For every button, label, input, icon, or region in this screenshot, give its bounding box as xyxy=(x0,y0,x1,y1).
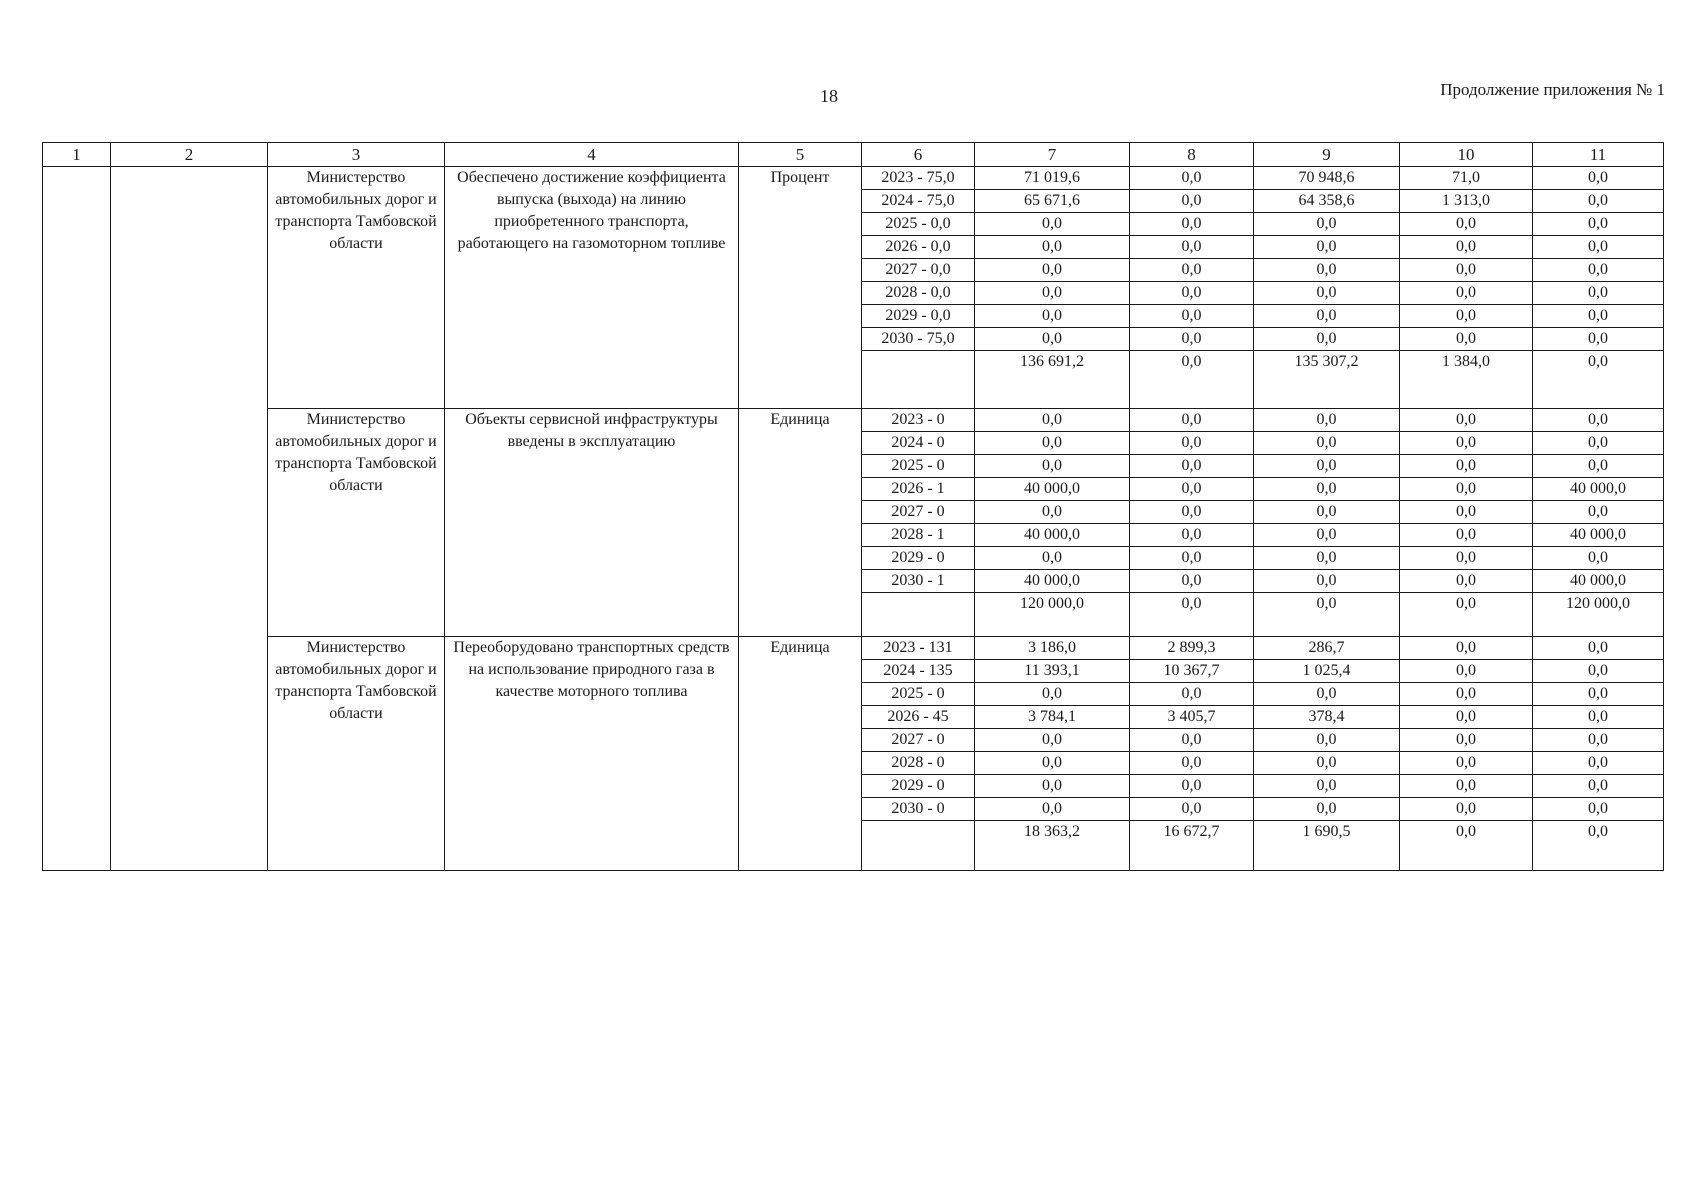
amount-cell: 0,0 xyxy=(1400,637,1533,660)
program-table xyxy=(42,142,1664,871)
amount-cell: 0,0 xyxy=(1254,259,1400,282)
amount-cell: 0,0 xyxy=(975,455,1130,478)
amount-cell: 0,0 xyxy=(975,501,1130,524)
column-header: 6 xyxy=(862,143,975,167)
column-header: 3 xyxy=(268,143,445,167)
year-value-cell: 2023 - 0 xyxy=(862,409,975,432)
amount-cell: 11 393,1 xyxy=(975,660,1130,683)
amount-cell: 0,0 xyxy=(1254,455,1400,478)
amount-cell: 0,0 xyxy=(1130,259,1254,282)
unit-cell: Единица xyxy=(739,637,862,871)
amount-cell: 0,0 xyxy=(1400,409,1533,432)
amount-cell: 40 000,0 xyxy=(975,570,1130,593)
amount-cell: 0,0 xyxy=(1533,706,1664,729)
amount-cell: 0,0 xyxy=(1254,729,1400,752)
amount-cell: 0,0 xyxy=(1400,213,1533,236)
amount-cell: 0,0 xyxy=(975,752,1130,775)
amount-cell: 0,0 xyxy=(1533,775,1664,798)
amount-cell: 0,0 xyxy=(1130,547,1254,570)
year-value-cell xyxy=(862,821,975,871)
amount-cell: 1 025,4 xyxy=(1254,660,1400,683)
amount-cell: 0,0 xyxy=(1130,236,1254,259)
total-amount-cell: 18 363,2 xyxy=(975,821,1130,871)
amount-cell: 0,0 xyxy=(1533,305,1664,328)
year-value-cell: 2025 - 0 xyxy=(862,455,975,478)
year-value-cell: 2023 - 75,0 xyxy=(862,167,975,190)
amount-cell: 378,4 xyxy=(1254,706,1400,729)
total-amount-cell: 0,0 xyxy=(1533,351,1664,409)
total-amount-cell: 120 000,0 xyxy=(1533,593,1664,637)
amount-cell: 0,0 xyxy=(1254,798,1400,821)
year-value-cell xyxy=(862,593,975,637)
amount-cell: 0,0 xyxy=(975,432,1130,455)
amount-cell: 0,0 xyxy=(975,305,1130,328)
amount-cell: 0,0 xyxy=(1533,547,1664,570)
year-value-cell: 2028 - 0 xyxy=(862,752,975,775)
amount-cell: 0,0 xyxy=(1130,213,1254,236)
amount-cell: 0,0 xyxy=(1400,729,1533,752)
amount-cell: 0,0 xyxy=(1254,752,1400,775)
amount-cell: 70 948,6 xyxy=(1254,167,1400,190)
appendix-note: Продолжение приложения № 1 xyxy=(1440,80,1665,99)
amount-cell: 0,0 xyxy=(975,729,1130,752)
amount-cell: 0,0 xyxy=(1533,190,1664,213)
amount-cell: 0,0 xyxy=(1533,236,1664,259)
amount-cell: 0,0 xyxy=(1400,547,1533,570)
year-value-cell: 2024 - 135 xyxy=(862,660,975,683)
amount-cell: 3 784,1 xyxy=(975,706,1130,729)
amount-cell: 0,0 xyxy=(1400,524,1533,547)
amount-cell: 0,0 xyxy=(1254,282,1400,305)
year-value-cell: 2028 - 1 xyxy=(862,524,975,547)
year-value-cell: 2023 - 131 xyxy=(862,637,975,660)
amount-cell: 0,0 xyxy=(1533,683,1664,706)
amount-cell: 0,0 xyxy=(1130,409,1254,432)
amount-cell: 0,0 xyxy=(1400,570,1533,593)
amount-cell: 0,0 xyxy=(1254,213,1400,236)
column-2-cell xyxy=(111,167,268,871)
result-cell: Обеспечено достижение коэффициента выпуска (выхода) на линию приобретенного транспорта, работающего на газомоторном топливе xyxy=(445,167,739,409)
year-value-cell: 2026 - 0,0 xyxy=(862,236,975,259)
amount-cell: 40 000,0 xyxy=(975,524,1130,547)
total-amount-cell: 136 691,2 xyxy=(975,351,1130,409)
amount-cell: 0,0 xyxy=(1400,478,1533,501)
amount-cell: 0,0 xyxy=(1130,752,1254,775)
year-value-cell: 2030 - 1 xyxy=(862,570,975,593)
column-header: 11 xyxy=(1533,143,1664,167)
amount-cell: 0,0 xyxy=(1400,706,1533,729)
year-value-cell: 2026 - 1 xyxy=(862,478,975,501)
amount-cell: 0,0 xyxy=(1254,570,1400,593)
column-header: 4 xyxy=(445,143,739,167)
year-value-cell: 2027 - 0 xyxy=(862,501,975,524)
amount-cell: 0,0 xyxy=(975,236,1130,259)
amount-cell: 10 367,7 xyxy=(1130,660,1254,683)
amount-cell: 0,0 xyxy=(1400,236,1533,259)
total-amount-cell: 135 307,2 xyxy=(1254,351,1400,409)
amount-cell: 0,0 xyxy=(1254,236,1400,259)
amount-cell: 0,0 xyxy=(975,213,1130,236)
amount-cell: 0,0 xyxy=(1400,775,1533,798)
year-value-cell: 2029 - 0 xyxy=(862,775,975,798)
amount-cell: 0,0 xyxy=(1400,328,1533,351)
column-1-cell xyxy=(43,167,111,871)
year-value-cell: 2025 - 0,0 xyxy=(862,213,975,236)
amount-cell: 0,0 xyxy=(1254,432,1400,455)
amount-cell: 0,0 xyxy=(1130,328,1254,351)
total-amount-cell: 0,0 xyxy=(1130,351,1254,409)
amount-cell: 0,0 xyxy=(1130,190,1254,213)
column-header: 8 xyxy=(1130,143,1254,167)
amount-cell: 3 405,7 xyxy=(1130,706,1254,729)
total-amount-cell: 120 000,0 xyxy=(975,593,1130,637)
year-value-cell: 2028 - 0,0 xyxy=(862,282,975,305)
amount-cell: 0,0 xyxy=(1254,775,1400,798)
amount-cell: 0,0 xyxy=(1130,570,1254,593)
executor-cell: Министерство автомобильных дорог и транспорта Тамбовской области xyxy=(268,409,445,637)
amount-cell: 0,0 xyxy=(1254,524,1400,547)
amount-cell: 0,0 xyxy=(1130,455,1254,478)
amount-cell: 0,0 xyxy=(1400,683,1533,706)
unit-cell: Процент xyxy=(739,167,862,409)
amount-cell: 0,0 xyxy=(975,798,1130,821)
amount-cell: 286,7 xyxy=(1254,637,1400,660)
amount-cell: 40 000,0 xyxy=(1533,524,1664,547)
amount-cell: 0,0 xyxy=(1533,213,1664,236)
amount-cell: 0,0 xyxy=(1533,455,1664,478)
year-value-cell: 2024 - 75,0 xyxy=(862,190,975,213)
amount-cell: 0,0 xyxy=(1533,432,1664,455)
amount-cell: 0,0 xyxy=(1533,501,1664,524)
amount-cell: 0,0 xyxy=(1533,798,1664,821)
amount-cell: 0,0 xyxy=(1130,478,1254,501)
table-body xyxy=(43,143,1664,871)
total-amount-cell: 1 690,5 xyxy=(1254,821,1400,871)
amount-cell: 0,0 xyxy=(1533,259,1664,282)
amount-cell: 40 000,0 xyxy=(1533,570,1664,593)
amount-cell: 0,0 xyxy=(1130,501,1254,524)
amount-cell: 0,0 xyxy=(975,775,1130,798)
executor-cell: Министерство автомобильных дорог и транспорта Тамбовской области xyxy=(268,167,445,409)
amount-cell: 0,0 xyxy=(1130,683,1254,706)
amount-cell: 0,0 xyxy=(1400,455,1533,478)
year-value-cell: 2030 - 0 xyxy=(862,798,975,821)
year-value-cell xyxy=(862,351,975,409)
amount-cell: 0,0 xyxy=(1254,478,1400,501)
amount-cell: 0,0 xyxy=(1533,637,1664,660)
amount-cell: 0,0 xyxy=(1533,328,1664,351)
amount-cell: 0,0 xyxy=(1130,305,1254,328)
year-value-cell: 2030 - 75,0 xyxy=(862,328,975,351)
amount-cell: 0,0 xyxy=(1533,282,1664,305)
amount-cell: 0,0 xyxy=(1400,305,1533,328)
column-header: 10 xyxy=(1400,143,1533,167)
page-number: 18 xyxy=(820,86,838,106)
total-amount-cell: 0,0 xyxy=(1254,593,1400,637)
amount-cell: 0,0 xyxy=(1130,798,1254,821)
total-amount-cell: 0,0 xyxy=(1400,821,1533,871)
amount-cell: 2 899,3 xyxy=(1130,637,1254,660)
amount-cell: 0,0 xyxy=(1400,798,1533,821)
amount-cell: 0,0 xyxy=(1533,409,1664,432)
total-amount-cell: 0,0 xyxy=(1130,593,1254,637)
amount-cell: 0,0 xyxy=(1533,660,1664,683)
amount-cell: 0,0 xyxy=(1400,259,1533,282)
year-value-cell: 2027 - 0,0 xyxy=(862,259,975,282)
amount-cell: 40 000,0 xyxy=(1533,478,1664,501)
amount-cell: 0,0 xyxy=(1533,729,1664,752)
amount-cell: 0,0 xyxy=(1254,409,1400,432)
table-row xyxy=(43,167,1664,190)
amount-cell: 0,0 xyxy=(975,683,1130,706)
total-amount-cell: 1 384,0 xyxy=(1400,351,1533,409)
column-header: 5 xyxy=(739,143,862,167)
column-header: 7 xyxy=(975,143,1130,167)
amount-cell: 0,0 xyxy=(1400,752,1533,775)
year-value-cell: 2026 - 45 xyxy=(862,706,975,729)
column-header: 9 xyxy=(1254,143,1400,167)
amount-cell: 0,0 xyxy=(1533,167,1664,190)
amount-cell: 40 000,0 xyxy=(975,478,1130,501)
amount-cell: 0,0 xyxy=(1254,305,1400,328)
table-row xyxy=(43,637,1664,660)
amount-cell: 0,0 xyxy=(1400,432,1533,455)
amount-cell: 0,0 xyxy=(1400,282,1533,305)
amount-cell: 65 671,6 xyxy=(975,190,1130,213)
year-value-cell: 2024 - 0 xyxy=(862,432,975,455)
amount-cell: 0,0 xyxy=(1130,775,1254,798)
amount-cell: 0,0 xyxy=(1254,547,1400,570)
amount-cell: 3 186,0 xyxy=(975,637,1130,660)
amount-cell: 71,0 xyxy=(1400,167,1533,190)
amount-cell: 71 019,6 xyxy=(975,167,1130,190)
amount-cell: 1 313,0 xyxy=(1400,190,1533,213)
amount-cell: 0,0 xyxy=(1130,524,1254,547)
amount-cell: 0,0 xyxy=(1254,328,1400,351)
total-amount-cell: 16 672,7 xyxy=(1130,821,1254,871)
amount-cell: 0,0 xyxy=(1130,729,1254,752)
amount-cell: 0,0 xyxy=(1400,660,1533,683)
amount-cell: 0,0 xyxy=(1130,432,1254,455)
amount-cell: 0,0 xyxy=(1130,282,1254,305)
unit-cell: Единица xyxy=(739,409,862,637)
amount-cell: 0,0 xyxy=(1254,501,1400,524)
amount-cell: 0,0 xyxy=(975,328,1130,351)
amount-cell: 0,0 xyxy=(975,282,1130,305)
amount-cell: 0,0 xyxy=(975,547,1130,570)
total-amount-cell: 0,0 xyxy=(1400,593,1533,637)
year-value-cell: 2025 - 0 xyxy=(862,683,975,706)
amount-cell: 0,0 xyxy=(1130,167,1254,190)
column-header: 2 xyxy=(111,143,268,167)
year-value-cell: 2029 - 0,0 xyxy=(862,305,975,328)
amount-cell: 0,0 xyxy=(975,409,1130,432)
result-cell: Объекты сервисной инфраструктуры введены в эксплуатацию xyxy=(445,409,739,637)
amount-cell: 0,0 xyxy=(1533,752,1664,775)
column-header: 1 xyxy=(43,143,111,167)
total-amount-cell: 0,0 xyxy=(1533,821,1664,871)
year-value-cell: 2027 - 0 xyxy=(862,729,975,752)
amount-cell: 0,0 xyxy=(975,259,1130,282)
result-cell: Переоборудовано транспортных средств на использование природного газа в качестве моторного топлива xyxy=(445,637,739,871)
amount-cell: 0,0 xyxy=(1400,501,1533,524)
header-row xyxy=(43,143,1664,167)
table-row xyxy=(43,409,1664,432)
amount-cell: 0,0 xyxy=(1254,683,1400,706)
year-value-cell: 2029 - 0 xyxy=(862,547,975,570)
amount-cell: 64 358,6 xyxy=(1254,190,1400,213)
executor-cell: Министерство автомобильных дорог и транспорта Тамбовской области xyxy=(268,637,445,871)
